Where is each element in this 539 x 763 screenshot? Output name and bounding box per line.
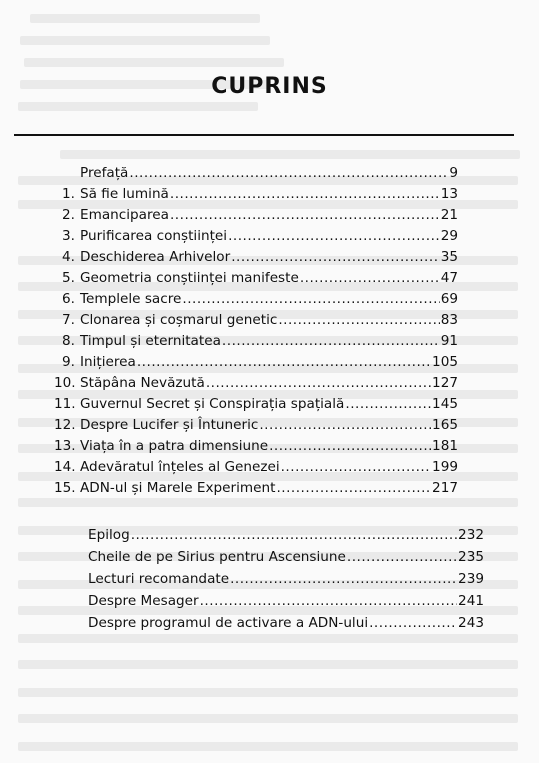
toc-entry[interactable] [62,186,458,203]
toc-entry-page: 9 [449,165,458,181]
toc-entry[interactable] [62,249,458,266]
toc-entry-number: 15. [54,480,76,496]
toc-entry-label: Timpul și eternitatea [80,333,221,349]
toc-entry[interactable] [62,270,458,287]
toc-leader-dots [129,165,448,182]
toc-entry-number: 6. [62,291,75,307]
appendix-entry-page: 235 [458,549,484,565]
toc-leader-dots [281,459,431,476]
toc-entry-label: Templele sacre [80,291,182,307]
toc-entry[interactable] [54,375,458,392]
toc-leader-dots [222,333,440,350]
appendix-entry[interactable] [88,527,484,544]
toc-entry-label: ADN-ul și Marele Experiment [80,480,276,496]
toc-entry[interactable] [54,396,458,413]
toc-entry-page: 105 [432,354,458,370]
toc-leader-dots [170,207,440,224]
toc-entry-number: 5. [62,270,75,286]
toc-entry-number: 1. [62,186,75,202]
toc-entry-page: 181 [432,438,458,454]
appendix-entry-label: Despre Mesager [88,593,199,609]
toc-entry[interactable] [80,165,458,182]
toc-entry-page: 13 [440,186,458,202]
appendix-entry[interactable] [88,615,484,632]
toc-entry[interactable] [62,354,458,371]
appendix-entry[interactable] [88,593,484,610]
toc-entry-label: Să fie lumină [80,186,169,202]
toc-entry-page: 69 [440,291,458,307]
toc-entry[interactable] [62,228,458,245]
toc-entry-page: 165 [432,417,458,433]
toc-leader-dots [276,480,431,497]
toc-entry-label: Purificarea conștiinței [80,228,228,244]
toc-entry[interactable] [62,312,458,329]
toc-leader-dots [131,527,457,544]
appendix-entry-page: 243 [458,615,484,631]
toc-leader-dots [206,375,431,392]
toc-entry[interactable] [54,417,458,434]
toc-entry-label: Emanciparea [80,207,169,223]
toc-entry-label: Prefață [80,165,129,181]
toc-leader-dots [231,249,439,266]
toc-entry-page: 47 [440,270,458,286]
toc-entry-page: 91 [440,333,458,349]
toc-entry[interactable] [54,459,458,476]
toc-leader-dots [228,228,440,245]
toc-entry-label: Guvernul Secret și Conspirația spațială [80,396,345,412]
toc-entry-number: 10. [54,375,76,391]
toc-entry-number: 14. [54,459,76,475]
toc-leader-dots [278,312,439,329]
toc-leader-dots [369,615,457,632]
appendix-entry-label: Epilog [88,527,130,543]
appendix-entry-page: 239 [458,571,484,587]
appendix-entry-label: Despre programul de activare a ADN-ului [88,615,369,631]
toc-entry-number: 8. [62,333,75,349]
toc-entry-number: 9. [62,354,75,370]
toc-entry[interactable] [62,291,458,308]
toc-entry-page: 35 [440,249,458,265]
toc-entry-label: Clonarea și coșmarul genetic [80,312,278,328]
title-divider [14,134,514,136]
toc-entry-label: Despre Lucifer și Întuneric [80,417,259,433]
toc-leader-dots [259,417,431,434]
appendix-entry-page: 232 [458,527,484,543]
toc-leader-dots [200,593,457,610]
toc-entry-label: Inițierea [80,354,136,370]
toc-entry-number: 11. [54,396,76,412]
toc-leader-dots [269,438,431,455]
toc-entry-number: 7. [62,312,75,328]
toc-entry[interactable] [54,438,458,455]
toc-entry-page: 199 [432,459,458,475]
toc-entry-page: 21 [440,207,458,223]
toc-leader-dots [182,291,439,308]
appendix-entry-label: Lecturi recomandate [88,571,230,587]
toc-leader-dots [137,354,431,371]
appendix-entry-page: 241 [458,593,484,609]
toc-entry-label: Geometria conștiinței manifeste [80,270,299,286]
toc-entry-page: 83 [440,312,458,328]
toc-entry-label: Stăpâna Nevăzută [80,375,205,391]
toc-entry-number: 13. [54,438,76,454]
toc-leader-dots [300,270,440,287]
toc-entry-page: 29 [440,228,458,244]
toc-entry-number: 12. [54,417,76,433]
toc-entry-page: 217 [432,480,458,496]
toc-leader-dots [347,549,457,566]
toc-entry-number: 4. [62,249,75,265]
toc-entry-number: 2. [62,207,75,223]
toc-entry[interactable] [54,480,458,497]
toc-entry[interactable] [62,207,458,224]
toc-entry-label: Adevăratul înțeles al Genezei [80,459,280,475]
toc-leader-dots [170,186,440,203]
toc-entry-page: 145 [432,396,458,412]
appendix-entry[interactable] [88,571,484,588]
appendix-entry[interactable] [88,549,484,566]
toc-entry-label: Deschiderea Arhivelor [80,249,231,265]
toc-entry-number: 3. [62,228,75,244]
toc-leader-dots [230,571,457,588]
toc-entry-page: 127 [432,375,458,391]
toc-entry-label: Viața în a patra dimensiune [80,438,269,454]
toc-leader-dots [345,396,431,413]
page-title: CUPRINS [211,74,328,99]
toc-entry[interactable] [62,333,458,350]
appendix-entry-label: Cheile de pe Sirius pentru Ascensiune [88,549,346,565]
